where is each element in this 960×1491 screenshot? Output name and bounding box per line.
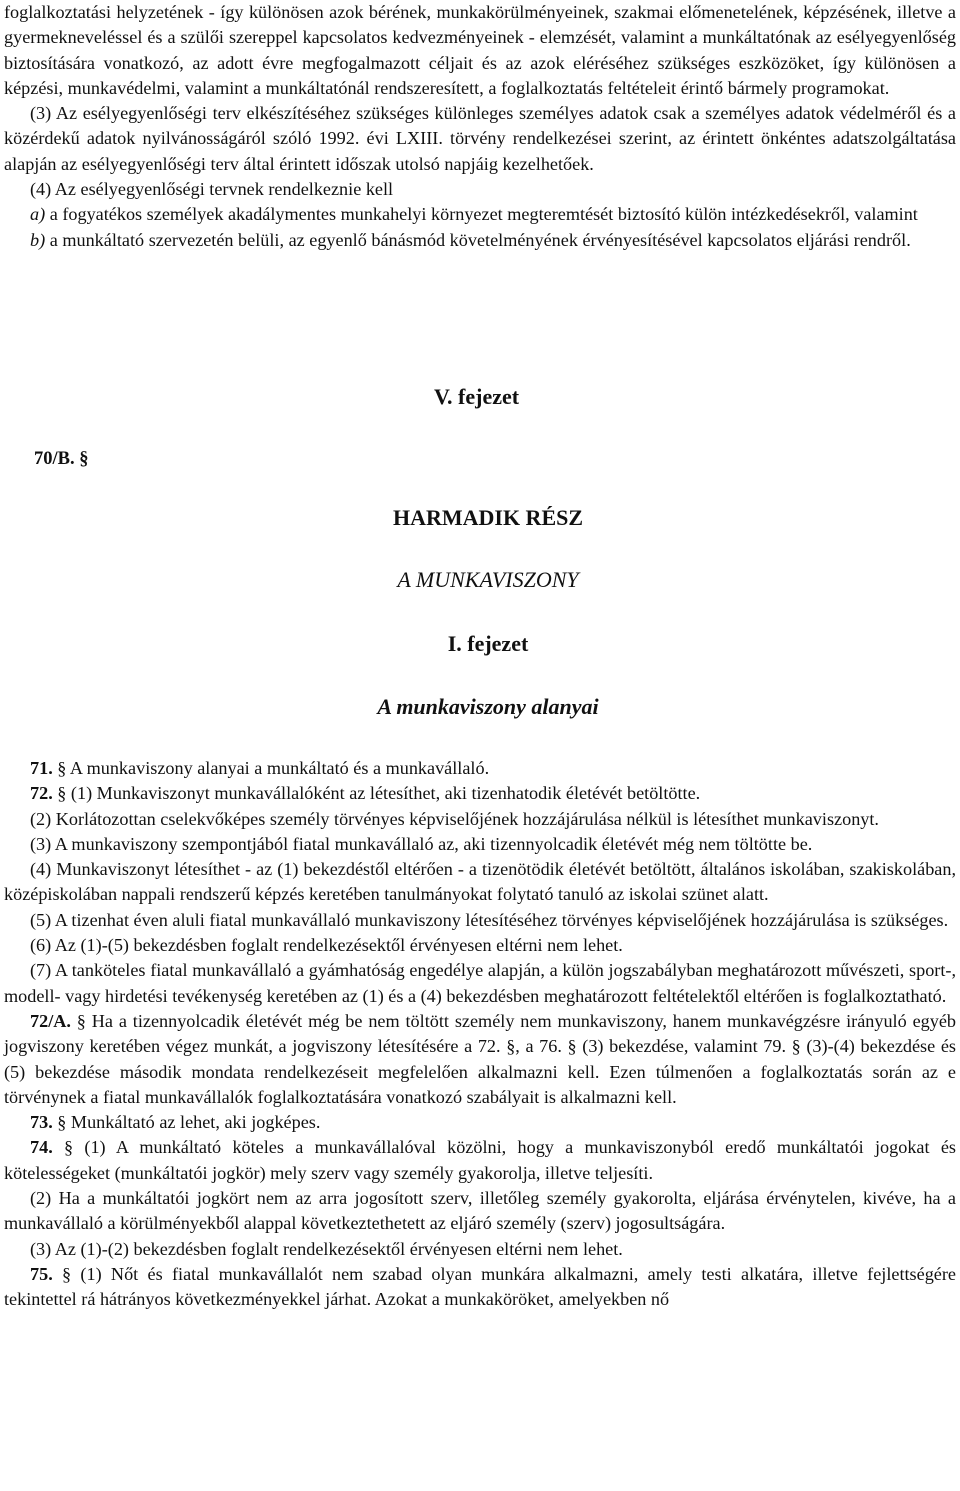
section-paragraph xyxy=(4,857,956,908)
section-paragraph xyxy=(4,832,956,857)
section-text: (3) A munkaviszony szempontjából fiatal munkavállaló az, aki tizennyolcadik életévét még nem töltötte be. xyxy=(30,833,813,854)
section-paragraph xyxy=(4,1237,956,1262)
paragraph-4a xyxy=(4,202,956,227)
section-text: (7) A tanköteles fiatal munkavállaló a gyámhatóság engedélye alapján, a külön jogszabályban meghatározott művészeti, sport-, modell- vagy hirdetési tevékenység keretében az (1) és a (4) bekezdésben meghatározott feltételektől eltérően is foglalkoztatható. xyxy=(4,960,956,1006)
section-number: 72. xyxy=(30,783,53,804)
section-text: (6) Az (1)-(5) bekezdésben foglalt rendelkezésektől érvényesen eltérni nem lehet. xyxy=(30,935,623,956)
section-text: § Munkáltató az lehet, aki jogképes. xyxy=(52,1112,321,1133)
chapter-i-heading: I. fejezet xyxy=(447,631,529,656)
section-paragraph xyxy=(4,958,956,1009)
section-paragraph xyxy=(4,933,956,958)
paragraph-4: (4) Az esélyegyenlőségi tervnek rendelkeznie kell xyxy=(30,179,394,200)
section-text: § Ha a tizennyolcadik életévét még be nem töltött személy nem munkaviszony, hanem munkavégzésre irányuló egyéb jogviszony keretében végez munkát, a jogviszony létesítésére a 72. §, a 76. § (3) bekezdése, valamint 79. § (3)-(4) bekezdése és (5) bekezdése második mondata rendelkezéseit megfelelően alkalmazni kell. Ezen túlmenően a foglalkoztatás során az e törvénynek a fiatal munkavállalók foglalkoztatására vonatkozó szabályait is alkalmazni kell. xyxy=(4,1010,956,1107)
paragraph-4b xyxy=(4,228,956,253)
section-paragraph xyxy=(4,908,956,933)
section-paragraph xyxy=(4,1186,956,1237)
paragraph-opening: foglalkoztatási helyzetének - így különösen azok bérének, munkakörülményeinek, szakmai előmenetelének, képzésének, illetve a gyermekneveléssel és a szülői szereppel kapcsolatos kedvezményeinek - elemzését, valamint a munkáltatónak az esélyegyenlőség biztosítására vonatkozó, az adott évre megfogalmazott céljait és az azok eléréséhez szükséges eszközöket, így különösen a képzési, munkavédelmi, valamint a munkáltatónál rendszeresített, a foglalkoztatás feltételeit érintő bármely programokat. xyxy=(4,2,956,98)
section-text: (5) A tizenhat éven aluli fiatal munkavállaló munkaviszony létesítéséhez törvényes képviselőjének hozzájárulása is szükséges. xyxy=(30,909,949,930)
body-text-block xyxy=(4,756,956,1313)
part-title-heading: A MUNKAVISZONY xyxy=(397,567,579,592)
section-text: § (1) A munkáltató köteles a munkavállalóval közölni, hogy a munkaviszonyból eredő munkáltatói jogokat és kötelességeket (munkáltatói jogkör) mely szerv vagy személy gyakorolja, illetve teljesíti. xyxy=(4,1137,956,1183)
top-text-block xyxy=(4,0,956,253)
section-text: (4) Munkaviszonyt létesíthet - az (1) bekezdéstől eltérően - a tizenötödik életévét betöltött, általános iskolában, szakiskolában, középiskolában nappali rendszerű képzés keretében tanulmányokat folytató tanuló az iskolai szünet alatt. xyxy=(4,859,956,905)
section-text: (3) Az (1)-(2) bekezdésben foglalt rendelkezésektől érvényesen eltérni nem lehet. xyxy=(30,1238,623,1259)
section-text: § (1) Nőt és fiatal munkavállalót nem szabad olyan munkára alkalmazni, amely testi alkatára, illetve fejlettségére tekintettel rá hátrányos következményekkel járhat. Azokat a munkaköröket, amelyekben nő xyxy=(4,1263,956,1310)
item-label-a: a) xyxy=(30,204,46,225)
chapter-v-heading: V. fejezet xyxy=(434,384,520,409)
section-paragraph xyxy=(4,756,956,781)
section-number: 75. xyxy=(30,1263,53,1284)
section-paragraph xyxy=(4,781,956,806)
item-label-b: b) xyxy=(30,229,46,250)
section-number: 71. xyxy=(30,758,53,778)
section-paragraph xyxy=(4,1009,956,1110)
section-text: § (1) Munkaviszonyt munkavállalóként az létesíthet, aki tizenhatodik életévét betöltötte. xyxy=(52,783,701,804)
section-70b-heading: 70/B. § xyxy=(34,449,89,469)
section-paragraph xyxy=(4,1135,956,1186)
item-text-a: a fogyatékos személyek akadálymentes munkahelyi környezet megteremtését biztosító külön intézkedésekről, valamint xyxy=(45,204,918,225)
section-paragraph xyxy=(4,1110,956,1135)
section-number: 73. xyxy=(30,1112,53,1133)
section-paragraph xyxy=(4,1262,956,1313)
part-three-heading: HARMADIK RÉSZ xyxy=(392,505,584,530)
section-text: § A munkaviszony alanyai a munkáltató és a munkavállaló. xyxy=(52,758,490,778)
section-number: 74. xyxy=(30,1137,53,1158)
section-text: (2) Ha a munkáltatói jogkört nem az arra jogosított szerv, illetőleg személy gyakorolta, eljárása érvénytelen, kivéve, ha a munkavállaló a körülményekből alappal következtethetett az eljáró személy (szerv) jogosultságára. xyxy=(4,1188,956,1234)
section-paragraph xyxy=(4,807,956,832)
section-text: (2) Korlátozottan cselekvőképes személy törvényes képviselőjének hozzájárulása nélkül is létesíthet munkaviszonyt. xyxy=(30,808,879,829)
chapter-i-title: A munkaviszony alanyai xyxy=(377,694,599,719)
item-text-b: a munkáltató szervezetén belüli, az egyenlő bánásmód követelményének érvényesítésével kapcsolatos eljárási rendről. xyxy=(45,229,911,250)
section-number: 72/A. xyxy=(30,1010,71,1031)
paragraph-3: (3) Az esélyegyenlőségi terv elkészítéséhez szükséges különleges személyes adatok csak a személyes adatok védelméről és a közérdekű adatok nyilvánosságáról szóló 1992. évi LXIII. törvény rendelkezései szerint, az érintett önkéntes adatszolgáltatása alapján az esélyegyenlőségi terv által érintett időszak utolsó napjáig kezelhetőek. xyxy=(4,103,956,174)
